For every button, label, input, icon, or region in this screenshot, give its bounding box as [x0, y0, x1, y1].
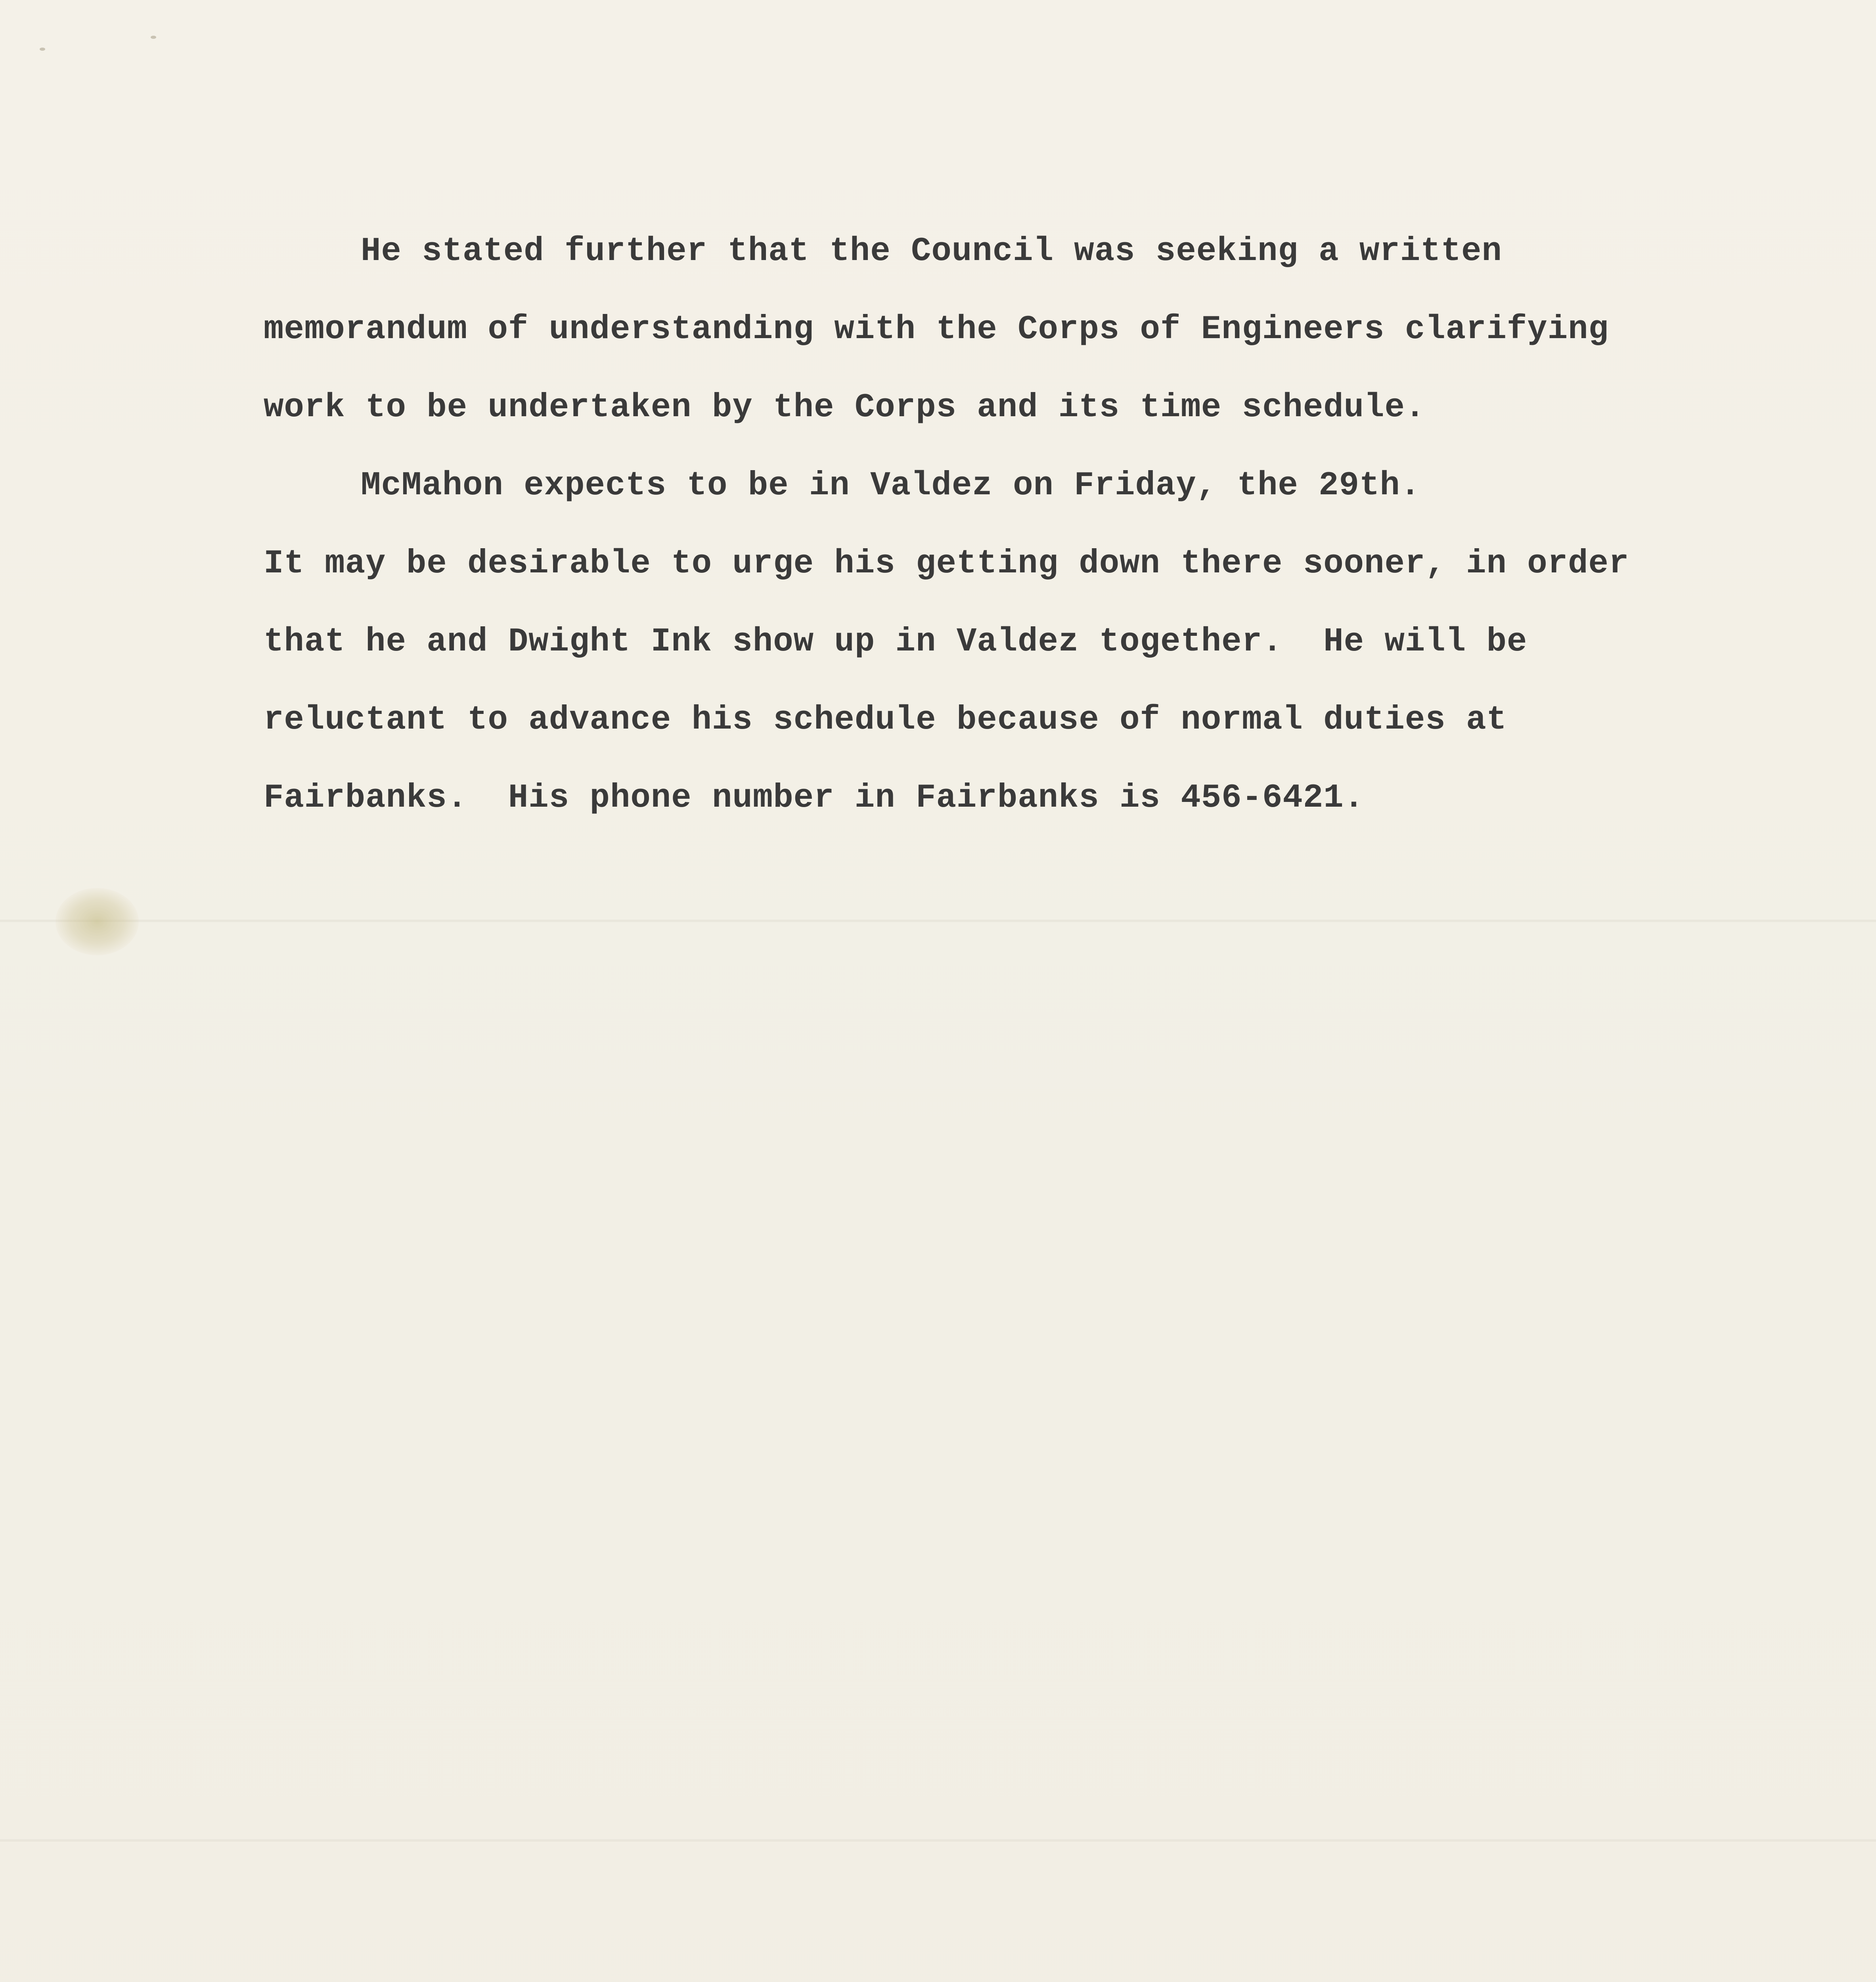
text-line: memorandum of understanding with the Corps of Engineers clarifying [264, 311, 1609, 348]
paper-speck [40, 48, 45, 51]
paper-stain [56, 888, 139, 955]
text-line: reluctant to advance his schedule because of normal duties at [264, 701, 1507, 739]
text-line: Fairbanks. His phone number in Fairbanks is 456-6421. [264, 779, 1365, 817]
fold-line [0, 1839, 1876, 1842]
memo-body [264, 226, 1631, 851]
text-line: It may be desirable to urge his getting down there sooner, in order [264, 545, 1629, 583]
text-line: He stated further that the Council was seeking a written [361, 233, 1502, 270]
paper-speck [151, 36, 156, 39]
text-line: that he and Dwight Ink show up in Valdez together. He will be [264, 623, 1528, 661]
text-line: McMahon expects to be in Valdez on Friday, the 29th. [361, 467, 1421, 505]
fold-line [0, 920, 1876, 922]
text-line: work to be undertaken by the Corps and its time schedule. [264, 389, 1426, 427]
